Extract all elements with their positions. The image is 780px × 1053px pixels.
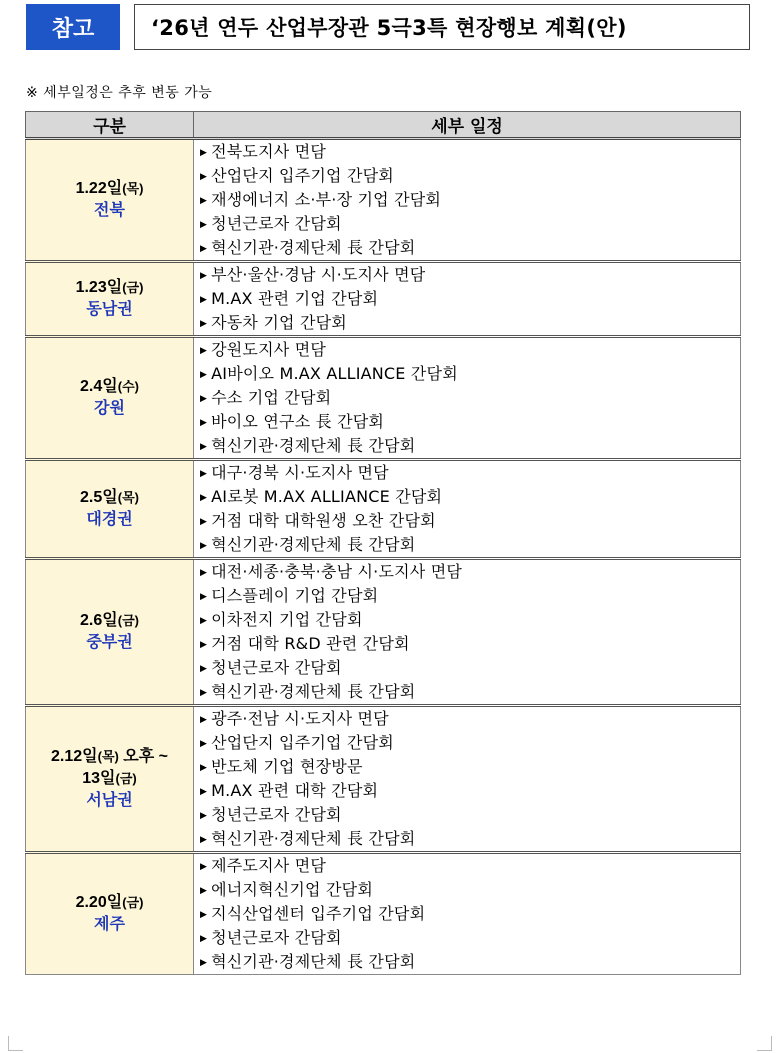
schedule-item-text: 거점 대학 R&D 관련 간담회 <box>211 634 410 653</box>
schedule-item-text: 제주도지사 면담 <box>211 856 327 875</box>
page-corner-mark-left <box>8 1036 23 1051</box>
bullet-triangle-icon: ▶ <box>200 592 208 602</box>
schedule-item <box>200 362 740 386</box>
schedule-item <box>200 509 740 533</box>
schedule-item <box>200 461 740 485</box>
date-line-2 <box>26 768 193 790</box>
bullet-triangle-icon: ▶ <box>200 811 208 821</box>
schedule-item <box>200 854 740 878</box>
schedule-item-text: 전북도지사 면담 <box>211 142 327 161</box>
schedule-item-text: 혁신기관·경제단체 長 간담회 <box>211 682 416 701</box>
bullet-triangle-icon: ▶ <box>200 886 208 896</box>
date-text: 2.12일 <box>51 748 98 765</box>
bullet-triangle-icon: ▶ <box>200 640 208 650</box>
bullet-triangle-icon: ▶ <box>200 787 208 797</box>
schedule-item-text: 청년근로자 간담회 <box>211 658 342 677</box>
schedule-cell <box>194 706 741 853</box>
schedule-item <box>200 755 740 779</box>
schedule-item-text: 청년근로자 간담회 <box>211 805 342 824</box>
bullet-triangle-icon: ▶ <box>200 541 208 551</box>
schedule-item-text: 청년근로자 간담회 <box>211 928 342 947</box>
bullet-triangle-icon: ▶ <box>200 148 208 158</box>
schedule-item <box>200 533 740 557</box>
schedule-item-text: 혁신기관·경제단체 長 간담회 <box>211 829 416 848</box>
date-cell <box>26 706 194 853</box>
region-label: 강원 <box>94 400 125 417</box>
weekday-text: (수) <box>117 379 139 394</box>
table-row <box>26 262 741 337</box>
schedule-note: ※ 세부일정은 추후 변동 가능 <box>26 85 213 101</box>
schedule-cell <box>194 559 741 706</box>
schedule-item <box>200 140 740 164</box>
bullet-triangle-icon: ▶ <box>200 763 208 773</box>
schedule-item <box>200 560 740 584</box>
table-row <box>26 337 741 460</box>
date-text: 2.4일 <box>80 378 118 395</box>
bullet-triangle-icon: ▶ <box>200 715 208 725</box>
region-label: 서남권 <box>86 792 133 809</box>
schedule-item <box>200 878 740 902</box>
schedule-item-text: M.AX 관련 기업 간담회 <box>211 289 379 308</box>
schedule-item-text: 강원도지사 면담 <box>211 340 327 359</box>
bullet-triangle-icon: ▶ <box>200 493 208 503</box>
date-line <box>26 746 193 768</box>
date-cell <box>26 853 194 975</box>
bullet-triangle-icon: ▶ <box>200 220 208 230</box>
table-row <box>26 460 741 559</box>
schedule-item <box>200 287 740 311</box>
date-cell <box>26 559 194 706</box>
bullet-triangle-icon: ▶ <box>200 346 208 356</box>
schedule-item-text: AI로봇 M.AX ALLIANCE 간담회 <box>211 487 443 506</box>
bullet-triangle-icon: ▶ <box>200 394 208 404</box>
schedule-item <box>200 680 740 704</box>
schedule-item <box>200 188 740 212</box>
region-label: 동남권 <box>86 301 133 318</box>
bullet-triangle-icon: ▶ <box>200 862 208 872</box>
schedule-item <box>200 902 740 926</box>
region-label: 대경권 <box>86 511 133 528</box>
schedule-item-text: AI바이오 M.AX ALLIANCE 간담회 <box>211 364 458 383</box>
schedule-item-text: 산업단지 입주기업 간담회 <box>211 733 394 752</box>
schedule-item-text: 대전·세종·충북·충남 시·도지사 면담 <box>211 562 463 581</box>
weekday-text: (목) <box>122 181 144 196</box>
schedule-item <box>200 164 740 188</box>
schedule-table <box>25 111 741 975</box>
page-corner-mark-right <box>757 1036 772 1051</box>
region-label: 제주 <box>94 916 125 933</box>
schedule-item-text: 에너지혁신기업 간담회 <box>211 880 373 899</box>
date-line <box>26 892 193 914</box>
bullet-triangle-icon: ▶ <box>200 319 208 329</box>
bullet-triangle-icon: ▶ <box>200 271 208 281</box>
bullet-triangle-icon: ▶ <box>200 739 208 749</box>
schedule-item <box>200 707 740 731</box>
bullet-triangle-icon: ▶ <box>200 616 208 626</box>
document-title: ‘26년 연두 산업부장관 5극3특 현장행보 계획(안) <box>134 4 750 50</box>
weekday-text: (목) <box>117 490 139 505</box>
schedule-item <box>200 212 740 236</box>
schedule-item <box>200 338 740 362</box>
bullet-triangle-icon: ▶ <box>200 835 208 845</box>
schedule-item-text: 재생에너지 소·부·장 기업 간담회 <box>211 190 442 209</box>
column-header-division: 구분 <box>26 112 194 139</box>
weekday-text-2: (금) <box>115 771 137 786</box>
date-line <box>26 178 193 200</box>
bullet-triangle-icon: ▶ <box>200 958 208 968</box>
weekday-text: (목) <box>97 749 119 764</box>
region-label: 전북 <box>94 202 125 219</box>
schedule-item <box>200 410 740 434</box>
region-label: 중부권 <box>86 634 133 651</box>
schedule-item-text: 혁신기관·경제단체 長 간담회 <box>211 535 416 554</box>
date-extra-text: 오후 ~ <box>118 748 168 765</box>
document-header <box>26 4 750 50</box>
schedule-item-text: 혁신기관·경제단체 長 간담회 <box>211 238 416 257</box>
schedule-item <box>200 608 740 632</box>
schedule-item-text: 반도체 기업 현장방문 <box>211 757 363 776</box>
schedule-cell <box>194 337 741 460</box>
schedule-item <box>200 632 740 656</box>
schedule-item-text: 지식산업센터 입주기업 간담회 <box>211 904 426 923</box>
schedule-item <box>200 386 740 410</box>
schedule-item <box>200 803 740 827</box>
weekday-text: (금) <box>122 895 144 910</box>
schedule-item-text: 혁신기관·경제단체 長 간담회 <box>211 952 416 971</box>
schedule-cell <box>194 853 741 975</box>
date-text: 2.20일 <box>75 894 123 911</box>
table-row <box>26 139 741 262</box>
schedule-cell <box>194 262 741 337</box>
schedule-item-text: 디스플레이 기업 간담회 <box>211 586 379 605</box>
schedule-item <box>200 827 740 851</box>
schedule-item-text: 바이오 연구소 長 간담회 <box>211 412 385 431</box>
schedule-item-text: 광주·전남 시·도지사 면담 <box>211 709 389 728</box>
table-row <box>26 853 741 975</box>
column-header-schedule: 세부 일정 <box>194 112 741 139</box>
schedule-item-text: 거점 대학 대학원생 오찬 간담회 <box>211 511 436 530</box>
bullet-triangle-icon: ▶ <box>200 442 208 452</box>
table-row <box>26 559 741 706</box>
table-header-row <box>26 112 741 139</box>
bullet-triangle-icon: ▶ <box>200 664 208 674</box>
bullet-triangle-icon: ▶ <box>200 370 208 380</box>
bullet-triangle-icon: ▶ <box>200 934 208 944</box>
schedule-cell <box>194 139 741 262</box>
schedule-item <box>200 584 740 608</box>
date-cell <box>26 262 194 337</box>
date-text: 1.23일 <box>75 279 123 296</box>
reference-badge: 참고 <box>26 4 120 50</box>
date-text-2: 13일 <box>82 770 116 787</box>
date-line <box>26 277 193 299</box>
weekday-text: (금) <box>117 613 139 628</box>
date-text: 2.6일 <box>80 612 118 629</box>
date-line <box>26 376 193 398</box>
schedule-item <box>200 311 740 335</box>
bullet-triangle-icon: ▶ <box>200 910 208 920</box>
bullet-triangle-icon: ▶ <box>200 244 208 254</box>
bullet-triangle-icon: ▶ <box>200 418 208 428</box>
schedule-item-text: 산업단지 입주기업 간담회 <box>211 166 394 185</box>
date-line <box>26 610 193 632</box>
date-cell <box>26 460 194 559</box>
schedule-item-text: 자동차 기업 간담회 <box>211 313 347 332</box>
schedule-item-text: 혁신기관·경제단체 長 간담회 <box>211 436 416 455</box>
schedule-body <box>26 139 741 975</box>
schedule-item-text: M.AX 관련 대학 간담회 <box>211 781 379 800</box>
schedule-item <box>200 434 740 458</box>
date-text: 1.22일 <box>75 180 123 197</box>
schedule-item <box>200 926 740 950</box>
schedule-item <box>200 236 740 260</box>
table-row <box>26 706 741 853</box>
schedule-item-text: 대구·경북 시·도지사 면담 <box>211 463 389 482</box>
schedule-item <box>200 950 740 974</box>
date-cell <box>26 139 194 262</box>
schedule-item <box>200 263 740 287</box>
schedule-item-text: 청년근로자 간담회 <box>211 214 342 233</box>
schedule-cell <box>194 460 741 559</box>
schedule-item-text: 부산·울산·경남 시·도지사 면담 <box>211 265 426 284</box>
bullet-triangle-icon: ▶ <box>200 568 208 578</box>
schedule-item <box>200 656 740 680</box>
bullet-triangle-icon: ▶ <box>200 688 208 698</box>
schedule-item-text: 수소 기업 간담회 <box>211 388 332 407</box>
weekday-text: (금) <box>122 280 144 295</box>
schedule-item-text: 이차전지 기업 간담회 <box>211 610 363 629</box>
schedule-item <box>200 485 740 509</box>
bullet-triangle-icon: ▶ <box>200 517 208 527</box>
schedule-item <box>200 779 740 803</box>
schedule-item <box>200 731 740 755</box>
date-cell <box>26 337 194 460</box>
bullet-triangle-icon: ▶ <box>200 469 208 479</box>
date-line <box>26 487 193 509</box>
bullet-triangle-icon: ▶ <box>200 172 208 182</box>
bullet-triangle-icon: ▶ <box>200 196 208 206</box>
date-text: 2.5일 <box>80 489 118 506</box>
bullet-triangle-icon: ▶ <box>200 295 208 305</box>
